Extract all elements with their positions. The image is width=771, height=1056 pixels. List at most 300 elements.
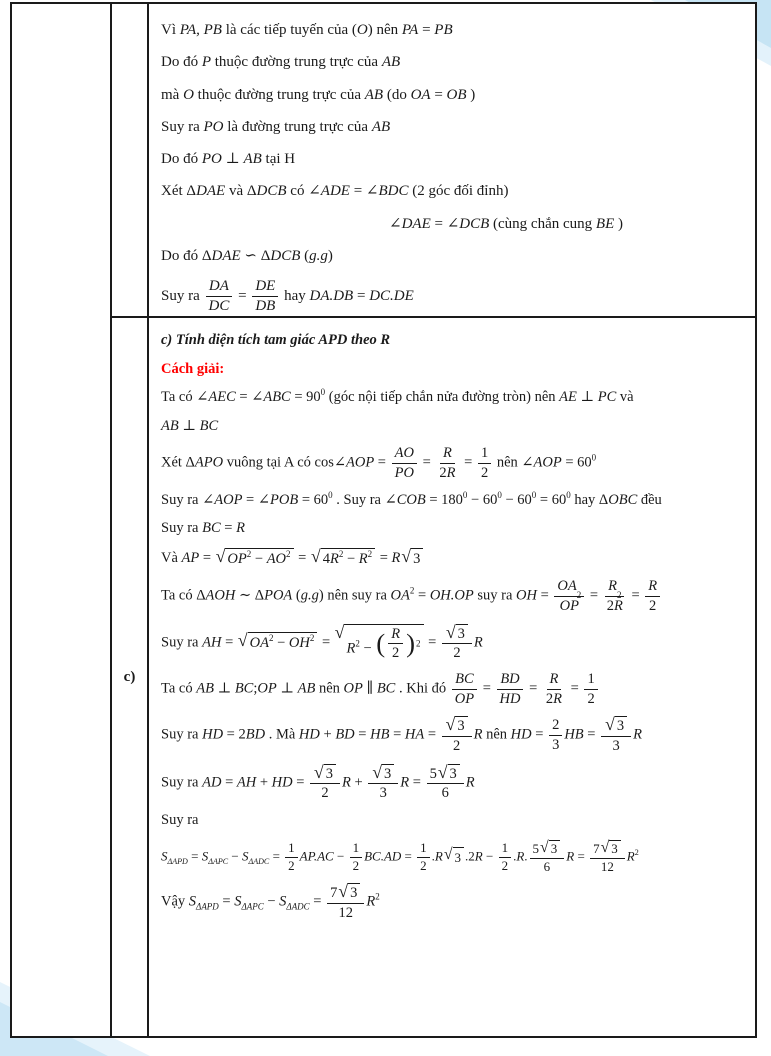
fraction [601, 716, 631, 754]
math-token: R [465, 774, 475, 791]
text-line [161, 840, 747, 875]
math-token: AE [559, 389, 577, 406]
math-token: 2 [392, 645, 400, 662]
text-line [389, 214, 745, 234]
math-token: 2 [246, 548, 252, 559]
math-token: BC [376, 680, 396, 697]
math-token: AO [266, 550, 287, 567]
math-token: AD [202, 774, 222, 791]
square-root: √ 3 [444, 847, 464, 867]
math-token: 0 [462, 489, 468, 500]
math-token: 2 [367, 548, 373, 559]
math-token: = ∠ [349, 183, 379, 200]
math-token: AEC [208, 389, 236, 406]
math-token: OA [249, 635, 269, 652]
math-token: R [633, 726, 642, 743]
math-token: R [474, 847, 483, 863]
text-line [161, 883, 747, 921]
math-token: PC [597, 389, 617, 406]
math-token: . Mà [265, 726, 299, 743]
math-token: nên [315, 680, 344, 697]
math-token: PA, PB [179, 22, 222, 38]
math-token: 2 [453, 645, 461, 662]
square-root: √ 3 [338, 883, 360, 902]
square-root: √ 3 [401, 548, 423, 570]
square-root: √ 3 [601, 840, 621, 857]
square-root: √ 3 [438, 764, 460, 783]
math-token: ∥ [362, 680, 377, 697]
parenthesized-group: ( $\frac{R}{2}$ ) [376, 625, 416, 662]
math-token: OB [446, 86, 467, 103]
math-token: R [473, 726, 483, 743]
math-token: = [234, 288, 251, 305]
fraction [452, 671, 477, 707]
math-token: 12 [600, 858, 614, 874]
math-token: c) Tính diện tích tam giác APD theo R [161, 332, 391, 348]
math-token: + [350, 774, 367, 791]
math-token: − 60 [467, 491, 498, 508]
math-token: . Khi đó [395, 680, 450, 697]
text-line [161, 331, 747, 351]
math-token: R [329, 550, 339, 567]
math-token: .2 [465, 847, 475, 863]
math-token: = [424, 634, 440, 651]
math-token: PA [401, 22, 419, 38]
math-token: DA.DB [309, 288, 354, 305]
math-token: − [273, 635, 289, 652]
square-root: √ 3 [605, 716, 627, 735]
math-token: R [553, 690, 563, 707]
math-token: g.g [309, 247, 328, 264]
math-token: PO [394, 464, 414, 481]
math-token: + [319, 726, 336, 743]
fraction [497, 671, 524, 707]
text-line [161, 417, 747, 437]
math-token: − 60 [501, 491, 532, 508]
math-token: BC [202, 520, 221, 537]
math-token: . Suy ra ∠ [332, 491, 397, 508]
math-token: R [446, 464, 456, 481]
math-token: 3 [552, 736, 560, 753]
fraction [350, 841, 363, 874]
math-token: 0 [497, 489, 502, 500]
fraction: OA 2 OP [554, 578, 584, 614]
math-token: 7 [330, 885, 338, 902]
math-token: ⊥ [178, 417, 200, 434]
math-token: = [292, 774, 309, 791]
math-token: POB [270, 491, 299, 508]
math-token: = [418, 454, 435, 471]
math-token: AB [196, 680, 214, 697]
math-token: S [241, 847, 249, 863]
math-token: AOP [214, 491, 243, 508]
math-token: COB [396, 491, 426, 508]
math-token: = [567, 680, 583, 697]
math-token: R [236, 520, 245, 537]
fraction [543, 671, 565, 707]
text-line [161, 491, 747, 511]
text-line [161, 545, 747, 570]
math-token: 1 [288, 839, 295, 855]
math-token: PO [203, 118, 224, 135]
math-token: DC [208, 298, 230, 315]
math-token: nên ∠ [493, 454, 534, 471]
math-token: 2 [501, 857, 509, 873]
math-token: = [414, 587, 430, 604]
part-label-cell-row1 [112, 4, 149, 318]
math-token: − [333, 847, 348, 863]
math-token: HD [499, 690, 521, 707]
math-token: AB [243, 151, 262, 167]
fraction [427, 761, 464, 802]
fraction [388, 626, 403, 662]
math-token: 0 [320, 387, 326, 398]
math-token: = [389, 726, 405, 743]
math-token: 0 [591, 452, 597, 463]
math-token: 2 [352, 857, 360, 873]
math-token: AO [394, 445, 414, 462]
math-token: Ta có ∠ [161, 389, 209, 406]
math-token: 2 [309, 633, 315, 644]
math-token: R [443, 445, 452, 462]
math-token: hay Δ [570, 491, 609, 508]
math-token: 2 [634, 847, 639, 857]
math-token: = [294, 549, 310, 566]
math-token: 2 [587, 690, 595, 707]
square-root: √ 3 [314, 764, 336, 783]
math-token: + [256, 774, 272, 791]
math-token: = 60 [298, 491, 329, 508]
math-token: ABC [263, 389, 291, 406]
math-token: OA [410, 86, 431, 103]
math-token: Suy ra [161, 288, 204, 305]
math-token: 3 [384, 765, 392, 782]
math-token: 2 [375, 892, 380, 903]
math-token: R [346, 640, 356, 657]
math-token: 2 [439, 464, 447, 481]
fraction [417, 841, 430, 874]
math-token: 2 [453, 737, 461, 754]
fraction [327, 883, 364, 921]
math-token: APO [194, 454, 224, 471]
math-token: Suy ra [161, 634, 203, 651]
math-token: . [524, 847, 528, 863]
square-root: √ 3 [446, 624, 468, 643]
math-token: R [358, 550, 368, 567]
math-token: Suy ra [161, 520, 203, 537]
part-label: c) [123, 668, 136, 685]
math-token: = [531, 726, 548, 743]
text-line [161, 246, 745, 266]
math-token: 3 [350, 885, 358, 902]
math-token: R [566, 847, 575, 863]
math-token: = 90 [290, 389, 321, 406]
math-token: = ∠ [430, 215, 460, 232]
math-token: OA [557, 578, 577, 595]
math-token: 6 [543, 858, 551, 874]
math-token: Ta có [161, 680, 197, 697]
math-token: P [201, 54, 212, 71]
table-cell-left-empty [12, 4, 112, 1036]
math-token: có ∠ [286, 183, 321, 200]
math-token: ⊥ [221, 151, 244, 167]
text-line [161, 621, 747, 662]
math-token: = [221, 634, 237, 651]
math-token: = [269, 847, 284, 863]
math-token: ∽ Δ [240, 247, 271, 264]
math-token: AB [364, 86, 384, 103]
math-token: 2 [606, 597, 614, 614]
math-token: AH [236, 774, 257, 791]
math-token: ∼ Δ [235, 587, 265, 604]
math-token: Suy ra [161, 774, 203, 791]
math-token: đều [637, 491, 662, 508]
math-token: = [220, 520, 237, 537]
math-token: 3 [454, 850, 462, 866]
math-token: thuộc đường trung trực của [193, 86, 365, 103]
math-token: OP [343, 680, 363, 697]
fraction [206, 278, 233, 316]
math-token: vuông tại A có cos∠ [223, 454, 346, 471]
math-token: BC [199, 417, 219, 434]
math-token: − [359, 640, 376, 657]
math-token: 2 [409, 585, 415, 596]
math-token: ΔAPD [196, 901, 219, 912]
math-token: R [608, 578, 617, 595]
math-token: thuộc đường trung trực của [211, 54, 382, 71]
math-token: ⊥ [213, 680, 235, 697]
math-token: là đường trung trực của [223, 118, 372, 135]
math-token: ΔAPC [241, 901, 264, 912]
math-token: = 60 [561, 454, 592, 471]
math-token: S [188, 893, 197, 910]
math-token: (2 góc đối đỉnh) [408, 183, 509, 200]
math-token: OH [288, 635, 310, 652]
math-token: 3 [616, 718, 625, 735]
text-line [161, 117, 745, 137]
math-token: 3 [449, 765, 457, 782]
text-line [161, 811, 747, 831]
math-token: 1 [352, 839, 360, 855]
math-token: = [354, 726, 371, 743]
math-token: R [648, 578, 658, 595]
math-token: S [201, 847, 209, 863]
solution-content-row1 [149, 4, 755, 318]
fraction [549, 717, 562, 753]
math-token: DAE [196, 183, 226, 200]
math-token: 1 [420, 839, 427, 855]
math-token: Do đó [161, 151, 202, 167]
math-token: ADE [320, 183, 350, 200]
math-token: AH [202, 634, 222, 651]
math-token: S [234, 893, 242, 910]
math-token: = [424, 726, 440, 743]
square-root: √ $OA^2 - OH^2$ [238, 632, 317, 654]
math-token: − [251, 550, 267, 567]
math-token: 6 [441, 785, 449, 802]
math-token: 5 [532, 840, 540, 856]
math-token: DAE [211, 247, 241, 264]
math-token: ⊥ [576, 389, 598, 406]
math-token: 5 [429, 765, 437, 782]
math-token: DAE [401, 215, 431, 232]
math-token: Xét Δ [161, 454, 195, 471]
math-token: BD [335, 726, 355, 743]
math-token: 3 [457, 625, 465, 642]
math-token: Vậy [161, 893, 189, 910]
fraction [436, 445, 458, 481]
fraction: R 2 2 R [606, 578, 623, 614]
math-token: = 60 [536, 491, 567, 508]
math-token: là các tiếp tuyến của ( [221, 22, 357, 38]
math-token: HB [370, 726, 390, 743]
math-token: = ∠ [235, 389, 264, 406]
math-token: BD [500, 670, 520, 687]
math-token: = 180 [425, 491, 463, 508]
math-token: 7 [593, 840, 600, 856]
text-line [161, 761, 747, 802]
math-token: Vì [161, 22, 180, 38]
math-token: DCB [270, 247, 301, 264]
math-token: HD [510, 726, 532, 743]
math-token: . [513, 847, 517, 863]
fraction [368, 761, 398, 802]
math-token: và Δ [225, 183, 257, 200]
text-line [161, 52, 745, 72]
math-token: = [525, 680, 541, 697]
math-token: 2 [649, 597, 657, 614]
math-token: 3 [325, 765, 334, 782]
fraction [442, 621, 472, 662]
math-token: POA [264, 587, 293, 604]
math-token: = [199, 549, 215, 566]
math-token: R [516, 847, 525, 863]
math-token: 12 [338, 905, 353, 922]
math-token: AP.AC [299, 847, 334, 863]
text-line [161, 149, 745, 169]
math-token: Ta có Δ [161, 587, 206, 604]
math-token: R [366, 893, 376, 910]
math-token: ( [300, 247, 310, 264]
text-line [161, 388, 747, 408]
math-token: AOP [533, 454, 562, 471]
math-token: ) nên suy ra [318, 587, 391, 604]
math-token: 0 [566, 489, 571, 500]
solution-table [10, 2, 757, 1038]
text-line [161, 85, 745, 105]
math-token: R [549, 670, 559, 687]
math-token: Xét Δ [161, 183, 197, 200]
math-token: HB [564, 726, 584, 743]
math-token: 2 [480, 464, 489, 481]
math-token: R [391, 549, 401, 566]
math-token: AB [161, 417, 179, 434]
math-token: DC.DE [369, 288, 414, 305]
math-token: 3 [379, 785, 387, 802]
math-token: − [228, 847, 242, 863]
math-token: = [536, 587, 553, 604]
math-token: DB [255, 298, 276, 315]
math-token: (cùng chắn cung [489, 215, 596, 232]
math-token: DCB [459, 215, 490, 232]
math-token: OP [227, 550, 247, 567]
math-token: và [616, 389, 634, 406]
text-line [161, 716, 747, 754]
math-token: 2 [552, 717, 560, 734]
solution-content-row2 [149, 318, 755, 1036]
text-line [161, 181, 745, 201]
math-token: 2 [321, 785, 329, 802]
math-token: AOH [205, 587, 236, 604]
math-token: 2 [545, 690, 554, 707]
text-line [161, 278, 745, 316]
math-token: 2 [420, 857, 427, 873]
math-token: = [409, 774, 425, 791]
math-token: 1 [480, 445, 489, 462]
fraction [645, 578, 660, 614]
math-token: AB [297, 680, 316, 697]
math-token: = [221, 774, 237, 791]
math-token: ) [327, 247, 333, 264]
math-token: 2 [355, 638, 360, 649]
square-root: √ $4R^2 - R^2$ [311, 548, 375, 570]
math-token: 2 [338, 548, 344, 559]
fraction [584, 671, 597, 707]
math-token: O [183, 86, 194, 103]
math-token: ) nên [367, 22, 402, 38]
math-token: = [418, 22, 435, 38]
math-token: BC [455, 670, 474, 687]
math-token: = [627, 587, 644, 604]
math-token: 2 [268, 633, 274, 644]
math-token: = [187, 847, 202, 863]
math-token: AP [181, 549, 200, 566]
math-token: ΔADC [248, 856, 270, 866]
math-token: ∠ [389, 215, 402, 232]
math-token: Suy ra [161, 812, 199, 828]
math-token: 4 [322, 550, 330, 567]
math-token: R [400, 774, 410, 791]
math-token: mà [161, 86, 184, 103]
math-token: ΔAPC [208, 856, 229, 866]
fraction [442, 716, 472, 754]
math-token: ) [614, 215, 623, 232]
math-token: ( [292, 587, 301, 604]
math-token: BE [595, 215, 615, 232]
math-token: (góc nội tiếp chắn nửa đường tròn) nên [325, 389, 560, 406]
math-token: = [430, 86, 447, 103]
math-token: 1 [587, 670, 595, 687]
math-token: S [161, 847, 168, 863]
math-token: 0 [531, 489, 537, 500]
math-token: R [391, 625, 401, 642]
math-token: Suy ra [161, 726, 203, 743]
fraction [478, 445, 491, 481]
math-token: g.g [300, 587, 319, 604]
math-token: 3 [550, 840, 558, 856]
math-token: ΔAPD [167, 856, 188, 866]
math-token: 2 [416, 638, 421, 649]
math-token: BC.AD [364, 847, 402, 863]
fraction [590, 840, 625, 875]
math-token: OH.OP [429, 587, 474, 604]
math-token: O [356, 22, 368, 38]
math-token: ) [466, 86, 476, 103]
math-token: = [586, 587, 602, 604]
fraction [530, 840, 565, 875]
math-token: S [279, 893, 287, 910]
math-token: AB [371, 118, 391, 135]
